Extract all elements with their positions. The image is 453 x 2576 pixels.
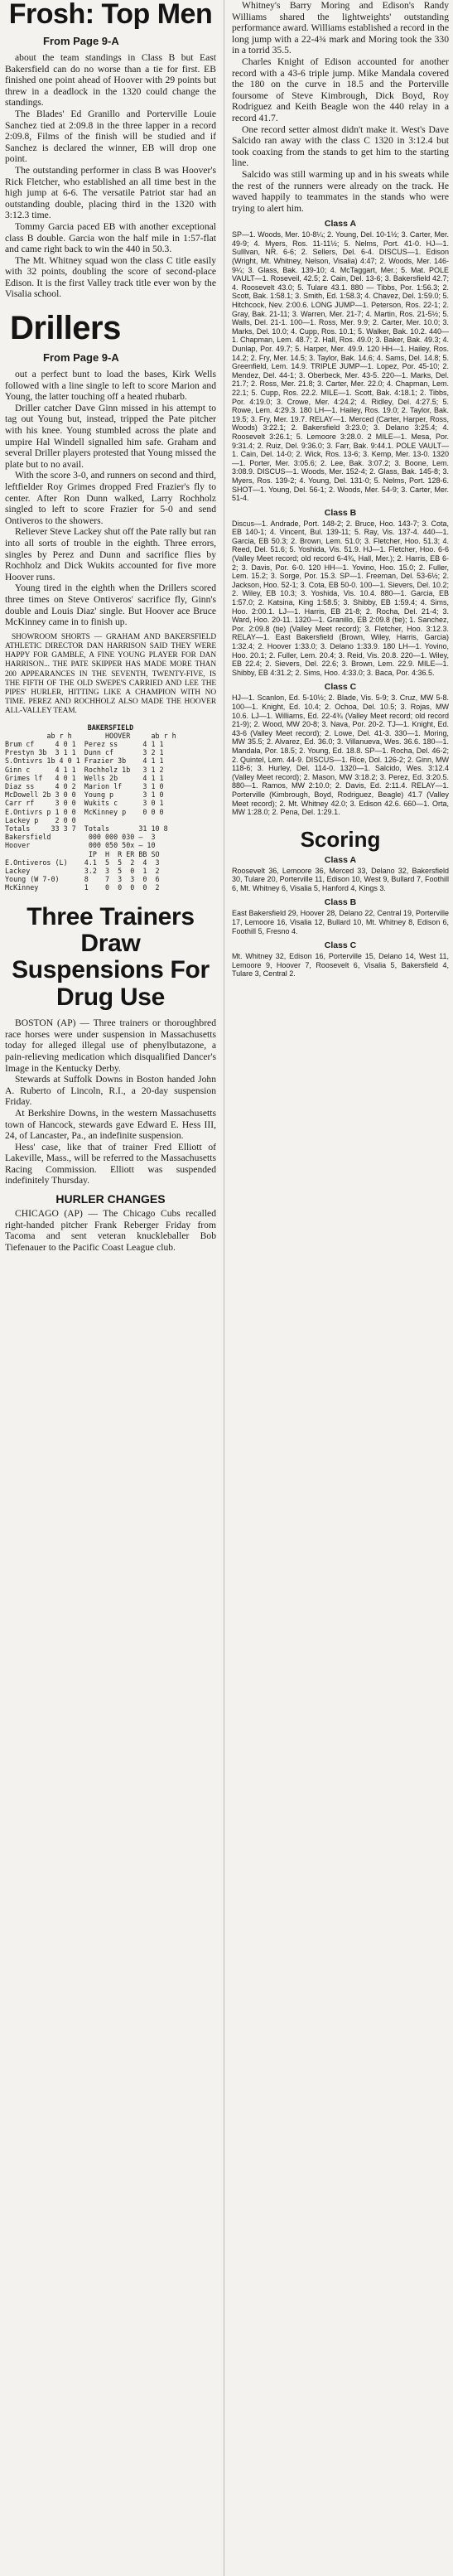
- box-score-row: Grimes lf 4 0 1 Wells 2b 4 1 1: [5, 773, 164, 782]
- frosh-continued-paragraph: Whitney's Barry Moring and Edison's Randy Williams shared the lightweights' outstanding performance award. Williams established a record in the long jump with a 22-4¾ mark and Moring took the 330 in a torrid 35.5.: [232, 0, 449, 56]
- pitching-header: IP H R ER BB SO: [5, 849, 160, 858]
- results-class-c: HJ—1. Scanlon, Ed. 5-10½; 2. Blade, Vis. 5-9; 3. Cruz, MW 5-8. 100—1. Knight, Ed. 10.4; 2. Ochoa, Del. 10.5; 3. Rojas, MW 10.6. LJ—1. Williams, Ed. 22-4¾ (Valley Meet record; old record 21-9); 2. Wood, MW 20-8; 3. Nava, Por. 20-2. TJ—1. Knight, Ed. 43-6 (Valley Meet record); 2. Lowe, Del. 41-3. 330—1. Moring, MW 35.5; 2. Alvarez, Ed. 36.0; 3. Villanueva, Wes. 36.6. 180—1. Mandala, Por. 18.5; 2. Young, Ed. 18.8. SP—1. Rocha, Del. 46-2; 2. Quintel, Lem. 44-9. DISCUS—1. Rice, Dol. 126-2; 2. Ginn, MW 118-6; 3. Hurley, Del. 114-0. 1320—1. Salcido, Wes. 3:12.4 (Valley Meet record); 2. Mason, MW 3:18.2; 3. Perez, Ed. 3:20.5. 880—1. Ramos, MW 2:10.0; 2. Davis, Ed. 2:11.4. RELAY—1. Porterville (Kimbrough, Boyd, Rodriguez, Beagle) 41.7 (Valley Meet record); 2. Mt. Whitney 42.0; 3. Edison 42.6. 660—1. Orta, MW 1:28.0; 2. Pena, Del. 1:29.1.: [232, 694, 449, 817]
- scoring-class-b-heading: Class B: [324, 897, 357, 908]
- scoring-class-a-heading: Class A: [324, 854, 357, 865]
- results-class-b-heading: Class B: [324, 507, 357, 518]
- scoring-class-c: Mt. Whitney 32, Edison 16, Porterville 15, Delano 14, West 11, Lemoore 9, Hoover 7, Roosevelt 6, Visalia 5, Bakersfield 4, Tulare 3, Central 2.: [232, 952, 449, 979]
- pitching-row: Lackey 3.2 3 5 0 1 2: [5, 867, 160, 875]
- drillers-story: [5, 369, 216, 716]
- scoring-class-c-heading: Class C: [324, 940, 357, 951]
- frosh-paragraph: The outstanding performer in class B was Hoover's Rick Fletcher, who established an all time best in the high jump at 6-6. The versatile Patriot star had an outstanding double, placing third in the 1320 with 3:12.3 time.: [5, 164, 216, 221]
- drillers-jump-line: From Page 9-A: [43, 351, 119, 365]
- hurler-headline: HURLER CHANGES: [55, 1192, 166, 1206]
- results-class-a: SP—1. Woods, Mer. 10-8¼; 2. Young, Del. 10-1½; 3. Carter, Mer. 49-9; 4. Myers, Ros. 11-11½; 5. Nelms, Port. 41-0. HJ—1. Sulllvan, NR. 6-6; 2. Sellers, Del. 6-4. DISCUS—1. Edison (Wright, Mt. Whitney, Nelson, Visalia) 4:47; 2. Woods, Mer. 146-9¼; 3. Glass, Bak. 139-10; 4. McTaggart, Mer.; 5. Mat. POLE VAULT—1. Roseveil, 42.5; 2. Cain, Del. 13-6; 3. Bakersfield 42.7; 4. Roosevelt 43.0; 5. Tulare 43.1. 880 — Tibbs, Por. 1:56.3; 2. Scott, Bak. 1:58.1; 3. Smith, Ed. 1:58.3; 4. Chavez, Del. 1:59.0; 5. Hitchcock, Nev. 2:00.6. LONG JUMP—1. Peterson, Ros. 22-1; 2. Gray, Bak. 21-11; 3. Warren, Mer. 21-7; 4. Martin, Ros. 21-5½; 5. Walls, Del. 21-1. 100—1. Ross, Mer. 9.9; 2. Carter, Mer. 10.0; 3. Marks, Del. 10.0; 4. Cupp, Ros. 10.1; 5. Walker, Bak. 10.2. 440—1. Chapman, Lem. 48.7; 2. Hall, Ros. 49.0; 3. Baker, Bak. 49.3; 4. Dunlap, Por. 49.7; 5. Harper, Mer. 49.9. 120 HH—1. Hailey, Ros. 14.2; 2. Fry, Mer. 14.5; 3. Taylor, Bak. 14.6; 4. Sams, Del. 14.8; 5. Greenfield, Lem. 14.9. TRIPLE JUMP—1. Lopez, Por. 45-10; 2. Mendez, Del. 44-1; 3. Oberbeck, Mer. 43-5. 220—1. Marks, Del. 21.7; 2. Ross, Mer. 21.8; 3. Carter, Mer. 22.0; 4. Chapman, Lem. 22.1; 5. Cupp, Ros. 22.2. MILE—1. Scott, Bak. 4:18.1; 2. Tibbs, Por. 4:19.0; 3. Crowe, Mer. 4:24.2; 4. Ridley, Del. 4:27.5; 5. Rowe, Lem. 4:29.3. 180 LH—1. Hailey, Ros. 19.0; 2. Taylor, Bak. 19.5; 3. Fry, Mer. 19.7. RELAY—1. Merced (Carter, Harper, Ross, Woods) 3:22.1; 2. Bakersfield 3:23.0; 3. Delano 3:25.4; 4. Roosevelt 3:26.1; 5. Lemoore 3:28.0. 2 MILE—1. Mesa, Por. 9:31.4; 2. Ruiz, Del. 9:36.0; 3. Farr, Bak. 9:44.1. POLE VAULT—1. Cain, Del. 14-0; 2. Wick, Ros. 13-6; 3. Kemp, Mer. 13-0. 1320—1. Porter, Mer. 3:05.6; 2. Lee, Bak. 3:07.2; 3. Boone, Lem. 3:08.9. DISCUS—1. Woods, Mer. 152-4; 2. Glass, Bak. 145-8; 3. Myers, Ros. 139-2; 4. Young, Del. 131-0; 5. Nelms, Port. 128-6. SHOT—1. Young, Del. 56-1; 2. Woods, Mer. 54-9; 3. Carter, Mer. 51-4.: [232, 230, 449, 503]
- box-score-row: Prestyn 3b 3 1 1 Dunn cf 3 2 1: [5, 748, 164, 757]
- box-score-row: Ginn c 4 1 1 Rochholz 1b 3 1 2: [5, 765, 164, 774]
- frosh-continued-paragraph: One record setter almost didn't make it. West's Dave Salcido ran away with the class C 1320 in 3:12.4 but took coaxing from the stands to get him to the starting line.: [232, 123, 449, 169]
- frosh-continued-story: [232, 0, 449, 214]
- trainers-paragraph: At Berkshire Downs, in the western Massachusetts town of Hancock, stewards gave Edward E. Hess III, 24, of Lancaster, Pa., an indefinite suspension.: [5, 1107, 216, 1142]
- scoring-class-a: Roosevelt 36, Lemoore 36, Merced 33, Delano 32, Bakersfield 30, Tulare 20, Porterville 11, Edison 10, West 9, Bullard 7, Foothill 6, Mt. Whitney 6, Visalia 5, Hanford 4, Kings 3.: [232, 866, 449, 892]
- showroom-shorts-note: SHOWROOM SHORTS — GRAHAM AND BAKERSFIELD ATHLETIC DIRECTOR DAN HARRISON SAID THEY WERE HAPPY FOR GAMBLE, A FINE YOUNG PLAYER FOR DAN HARRISON... THE PATE SKIPPER HAS MADE MORE THAN 200 APPEARANCES IN THE SEVENTH, TWENTY-FIVE, IS THE FIFTH OF THE OLD SWEPE'S CARRIED AND LEE THE PIPES' HURLER, HITTING LIKE A CHAMPION WITH NO TIME. PEREZ AND ROCHHOLZ ALSO MADE THE HOOVER ALL-VALLEY TEAM.: [5, 632, 216, 716]
- box-score-header: ab r h HOOVER ab r h: [5, 731, 176, 740]
- pitching-row: McKinney 1 0 0 0 0 2: [5, 883, 160, 892]
- frosh-paragraph: Tommy Garcia paced EB with another exceptional class B double. Garcia won the half mile in 1:57-flat and came right back to win the 440 in 50.3.: [5, 220, 216, 255]
- frosh-paragraph: The Blades' Ed Granillo and Porterville Louie Sanchez tied at 2:09.8 in the three lapper in a record 2:09.8, Films of the finish will be studied and if Sanchez is declared the winner, EB will drop one point.: [5, 108, 216, 165]
- trainers-paragraph: Stewards at Suffolk Downs in Boston handed John A. Ruberto of Lincoln, R.I., a 20-day suspension Friday.: [5, 1074, 216, 1108]
- frosh-story: [5, 52, 216, 300]
- frosh-paragraph: about the team standings in Class B but East Bakersfield can do no worse than a tie for first. EB finished one point ahead of Hoover with 29 points but threw in a deadlock in the 1320 could change the standings.: [5, 52, 216, 109]
- scoring-headline: Scoring: [300, 826, 381, 852]
- trainers-paragraph: Hess' case, like that of trainer Fred Elliott of Lakeville, Mass., will be referred to the Massachusetts Racing Commission. Elliott was suspended indefinitely Thursday.: [5, 1141, 216, 1187]
- trainers-story: [5, 1017, 216, 1187]
- box-score-row: Carr rf 3 0 0 Wukits c 3 0 1: [5, 799, 164, 808]
- left-column: [5, 0, 216, 2576]
- drillers-paragraph: Reliever Steve Lackey shut off the Pate rally but ran into all sorts of trouble in the eighth. Three errors, singles by Perez and Dunn and sacrifice flies by Rochholz and Dick Wukits accounted for five more Hoover runs.: [5, 526, 216, 582]
- box-score-row: Bakersfield 000 000 030 — 3: [5, 833, 156, 842]
- box-score-row: E.Ontivrs p 1 0 0 McKinney p 0 0 0: [5, 807, 164, 816]
- box-score: [5, 723, 216, 892]
- trainers-headline: Three Trainers Draw Suspensions For Drug Use: [12, 902, 210, 1011]
- drillers-paragraph: out a perfect bunt to load the bases, Kirk Wells followed with a line single to left to score Marion and Young, the latter touching off a heated rhubarb.: [5, 369, 216, 403]
- right-column: [232, 0, 449, 2576]
- frosh-headline: Frosh: Top Men: [8, 0, 213, 30]
- hurler-paragraph: CHICAGO (AP) — The Chicago Cubs recalled right-handed pitcher Frank Reberger Friday from Tacoma and sent veteran knuckleballer Bob Tiefenauer to the Pacific Coast League club.: [5, 1208, 216, 1253]
- frosh-paragraph: The Mt. Whitney squad won the class C title easily with 32 points, doubling the score of second-place Edison. It is the first Valley track title ever won by the Visalia school.: [5, 254, 216, 300]
- box-score-row: Totals 33 3 7 Totals 31 10 8: [5, 824, 168, 833]
- box-score-row: Lackey p 2 0 0: [5, 815, 76, 824]
- frosh-jump-line: From Page 9-A: [43, 35, 119, 47]
- frosh-continued-paragraph: Charles Knight of Edison accounted for another record with a 43-6 triple jump. Mike Mandala covered the 180 on the curve in 18.5 and the Porterville foursome of Steve Kimbrough, Dick Boyd, Roy Rodriguez and Keith Beagle won the 440 relay in a record 41.7.: [232, 56, 449, 123]
- box-score-row: Hoover 000 050 50x — 10: [5, 841, 156, 850]
- box-score-title: BAKERSFIELD: [87, 723, 134, 732]
- scoring-class-b: East Bakersfield 29, Hoover 28, Delano 22, Central 19, Porterville 17, Lemoore 16, Visalia 12, Bullard 10, Mt. Whitney 8, Edison 6, Foothill 5, Fresno 4.: [232, 909, 449, 935]
- pitching-row: Young (W 7-0) 8 7 3 3 0 6: [5, 875, 160, 884]
- results-class-c-heading: Class C: [324, 682, 357, 693]
- hurler-story: [5, 1208, 216, 1253]
- frosh-continued-paragraph: Salcido was still warming up and in his sweats while the rest of the runners were already on the track. He waved happily to teammates in the stands who were trying to alert him.: [232, 168, 449, 214]
- drillers-headline: Drillers: [10, 310, 121, 347]
- box-score-row: Brum cf 4 0 1 Perez ss 4 1 1: [5, 739, 164, 748]
- drillers-paragraph: Young tired in the eighth when the Drillers scored three times on Steve Ontiveros' sacrifice fly, Ginn's double and Louis Diaz' single. But Hoover ace Bruce McKinney came in to finish up.: [5, 582, 216, 628]
- drillers-paragraph: Driller catcher Dave Ginn missed in his attempt to tag out Young but, instead, tripped the Pate pitcher with his knee. Young stumbled across the plate and umpire Hal Windell signalled him safe. Graham and several Driller players protested that Young missed the plate but to no avail.: [5, 402, 216, 470]
- box-score-row: McDowell 2b 3 0 0 Young p 3 1 0: [5, 790, 164, 800]
- trainers-paragraph: BOSTON (AP) — Three trainers or thoroughbred race horses were under suspension in Massachusetts today for alleged illegal use of phenylbutazone, a pain-relieving medication which disqualified Dancer's Image in the Kentucky Derby.: [5, 1017, 216, 1074]
- box-score-row: S.Ontivrs 1b 4 0 1 Frazier 3b 4 1 1: [5, 756, 164, 766]
- results-class-b: Discus—1. Andrade, Port. 148-2; 2. Bruce, Hoo. 143-7; 3. Cota, EB 140-1; 4. Vincent, Bul. 139-11; 5. Ray, Vis. 137-4. 440—1. Garcia, EB 50.3; 2. Brown, Lem. 51.0; 3. Fletcher, Hoo. 51.3; 4. Reed, Del. 51.6; 5. Yoshida, Vis. 51.9. HJ—1. Fletcher, Hoo. 6-6 (Valley Meet record; old record 6-4¾, Hall, Mer.); 2. Harris, EB 6-2; 3. Davis, Por. 6-0. 120 HH—1. Yovino, Hoo. 15.0; 2. Fuller, Lem. 15.2; 3. Sorge, Por. 15.3. SP—1. Freeman, Del. 53-6½; 2. Jackson, Hoo. 52-1; 3. Cota, EB 50-0. 100—1. Sievers, Del. 10.2; 2. Wiley, EB 10.3; 3. Yoshida, Vis. 10.4. 880—1. Garcia, EB 1:57.0; 2. Katsina, King 1:58.5; 3. Shibby, EB 1:59.4; 4. Sims, Hoo. 2:00.1. LJ—1. Harris, EB 21-8; 2. Rocha, Del. 21-4; 3. Ward, Hoo. 20-11. 1320—1. Granillo, EB 2:09.8 (tie); 1. Sanchez, Por. 2:09.8 (tie) (Valley Meet record); 3. Fletcher, Hoo. 3:12.3. RELAY—1. East Bakersfield (Brown, Wiley, Harris, Garcia) 1:32.4; 2. Hoover 1:33.0; 3. Delano 1:33.9. 180 LH—1. Yovino, Hoo. 20.1; 2. Fuller, Lem. 20.4; 3. Reid, Vis. 20.8. 220—1. Wiley, EB 22.4; 2. Sievers, Del. 22.6; 3. Brown, Lem. 22.9. MILE—1. Shibby, EB 4:31.2; 2. Sims, Hoo. 4:33.0; 3. Baca, Por. 4:36.5.: [232, 519, 449, 677]
- pitching-row: E.Ontiveros (L) 4.1 5 5 2 4 3: [5, 858, 160, 867]
- box-score-row: Diaz ss 4 0 2 Marion lf 3 1 0: [5, 781, 164, 790]
- results-class-a-heading: Class A: [324, 219, 357, 230]
- drillers-paragraph: With the score 3-0, and runners on second and third, leftfielder Roy Grimes dropped Fred Frazier's fly to center. After Ron Dunn walked, Larry Rochholz singled to left to score Frazier for 5-0 and send Ontiveros to the showers.: [5, 470, 216, 526]
